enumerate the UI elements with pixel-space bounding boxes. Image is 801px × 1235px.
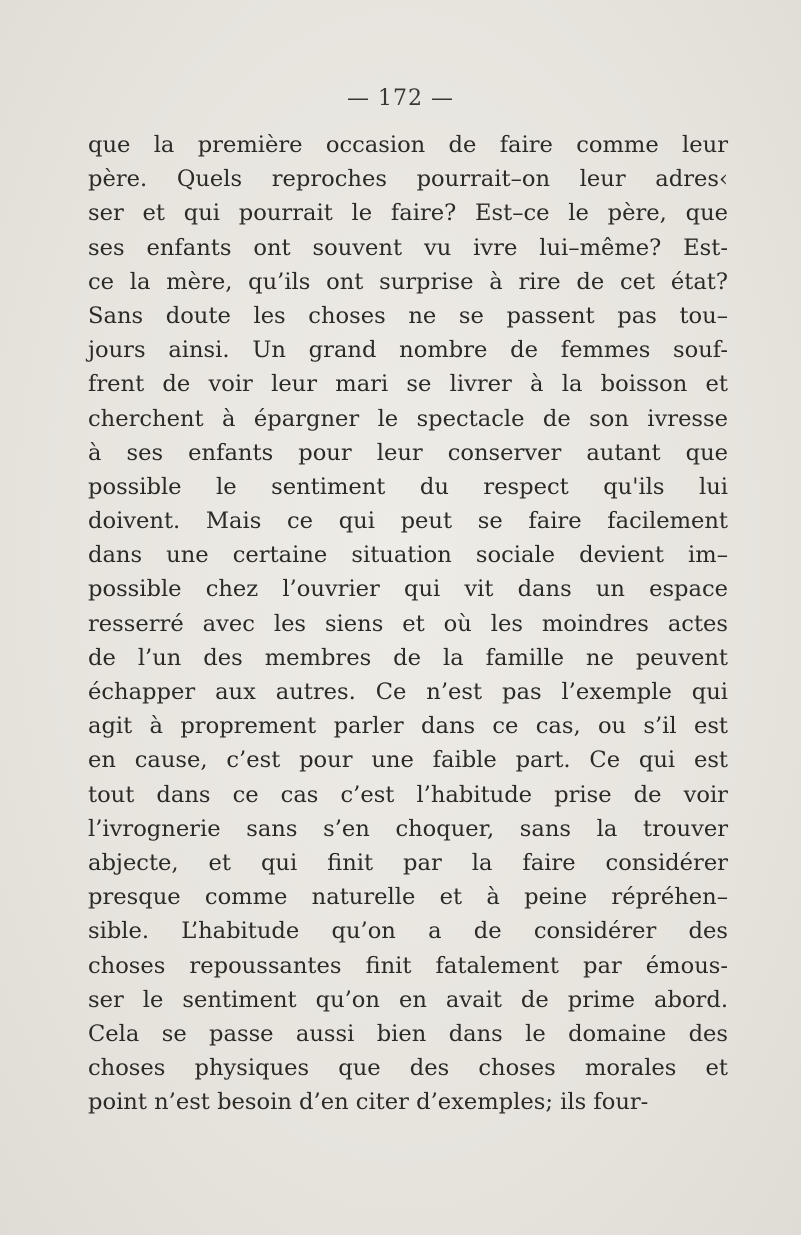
page-number: — 172 — <box>347 86 454 111</box>
text-line: choses physiques que des choses morales et <box>88 1055 728 1082</box>
text-line: dans une certaine situation sociale devient im– <box>88 542 728 569</box>
text-line: point n’est besoin d’en citer d’exemples; ils four- <box>88 1089 649 1116</box>
text-line: tout dans ce cas c’est l’habitude prise de voir <box>88 781 728 808</box>
text-line: presque comme naturelle et à peine répréhen– <box>88 884 728 911</box>
text-line: ser et qui pourrait le faire? Est–ce le père, que <box>88 200 728 227</box>
text-line: frent de voir leur mari se livrer à la boisson et <box>88 371 728 398</box>
text-line: en cause, c’est pour une faible part. Ce qui est <box>88 747 728 774</box>
text-line: doivent. Mais ce qui peut se faire facilement <box>88 508 728 535</box>
text-line: resserré avec les siens et où les moindres actes <box>88 610 728 637</box>
body-text <box>88 128 728 1119</box>
text-line: jours ainsi. Un grand nombre de femmes souf- <box>88 337 728 364</box>
text-line: à ses enfants pour leur conserver autant que <box>88 439 728 466</box>
text-line: Sans doute les choses ne se passent pas tou– <box>88 302 728 329</box>
text-line: échapper aux autres. Ce n’est pas l’exemple qui <box>88 679 728 705</box>
text-line: choses repoussantes finit fatalement par émous- <box>88 952 728 979</box>
text-line: père. Quels reproches pourrait–on leur adres‹ <box>88 166 728 193</box>
text-line: l’ivrognerie sans s’en choquer, sans la trouver <box>88 815 728 842</box>
text-line: sible. L’habitude qu’on a de considérer des <box>88 918 728 945</box>
text-line: abjecte, et qui finit par la faire considérer <box>88 849 728 876</box>
text-line: ce la mère, qu’ils ont surprise à rire de cet état? <box>88 268 728 295</box>
text-line: que la première occasion de faire comme leur <box>88 132 728 158</box>
text-line: ser le sentiment qu’on en avait de prime abord. <box>88 986 728 1013</box>
text-line: ses enfants ont souvent vu ivre lui–même? Est- <box>88 234 728 261</box>
text-line: agit à proprement parler dans ce cas, ou s’il est <box>88 713 728 740</box>
text-line: Cela se passe aussi bien dans le domaine des <box>88 1020 728 1047</box>
text-line: possible le sentiment du respect qu'ils lui <box>88 473 728 500</box>
text-line: de l’un des membres de la famille ne peuvent <box>88 644 728 671</box>
text-line: cherchent à épargner le spectacle de son ivresse <box>88 405 728 432</box>
text-line: possible chez l’ouvrier qui vit dans un espace <box>88 576 728 603</box>
